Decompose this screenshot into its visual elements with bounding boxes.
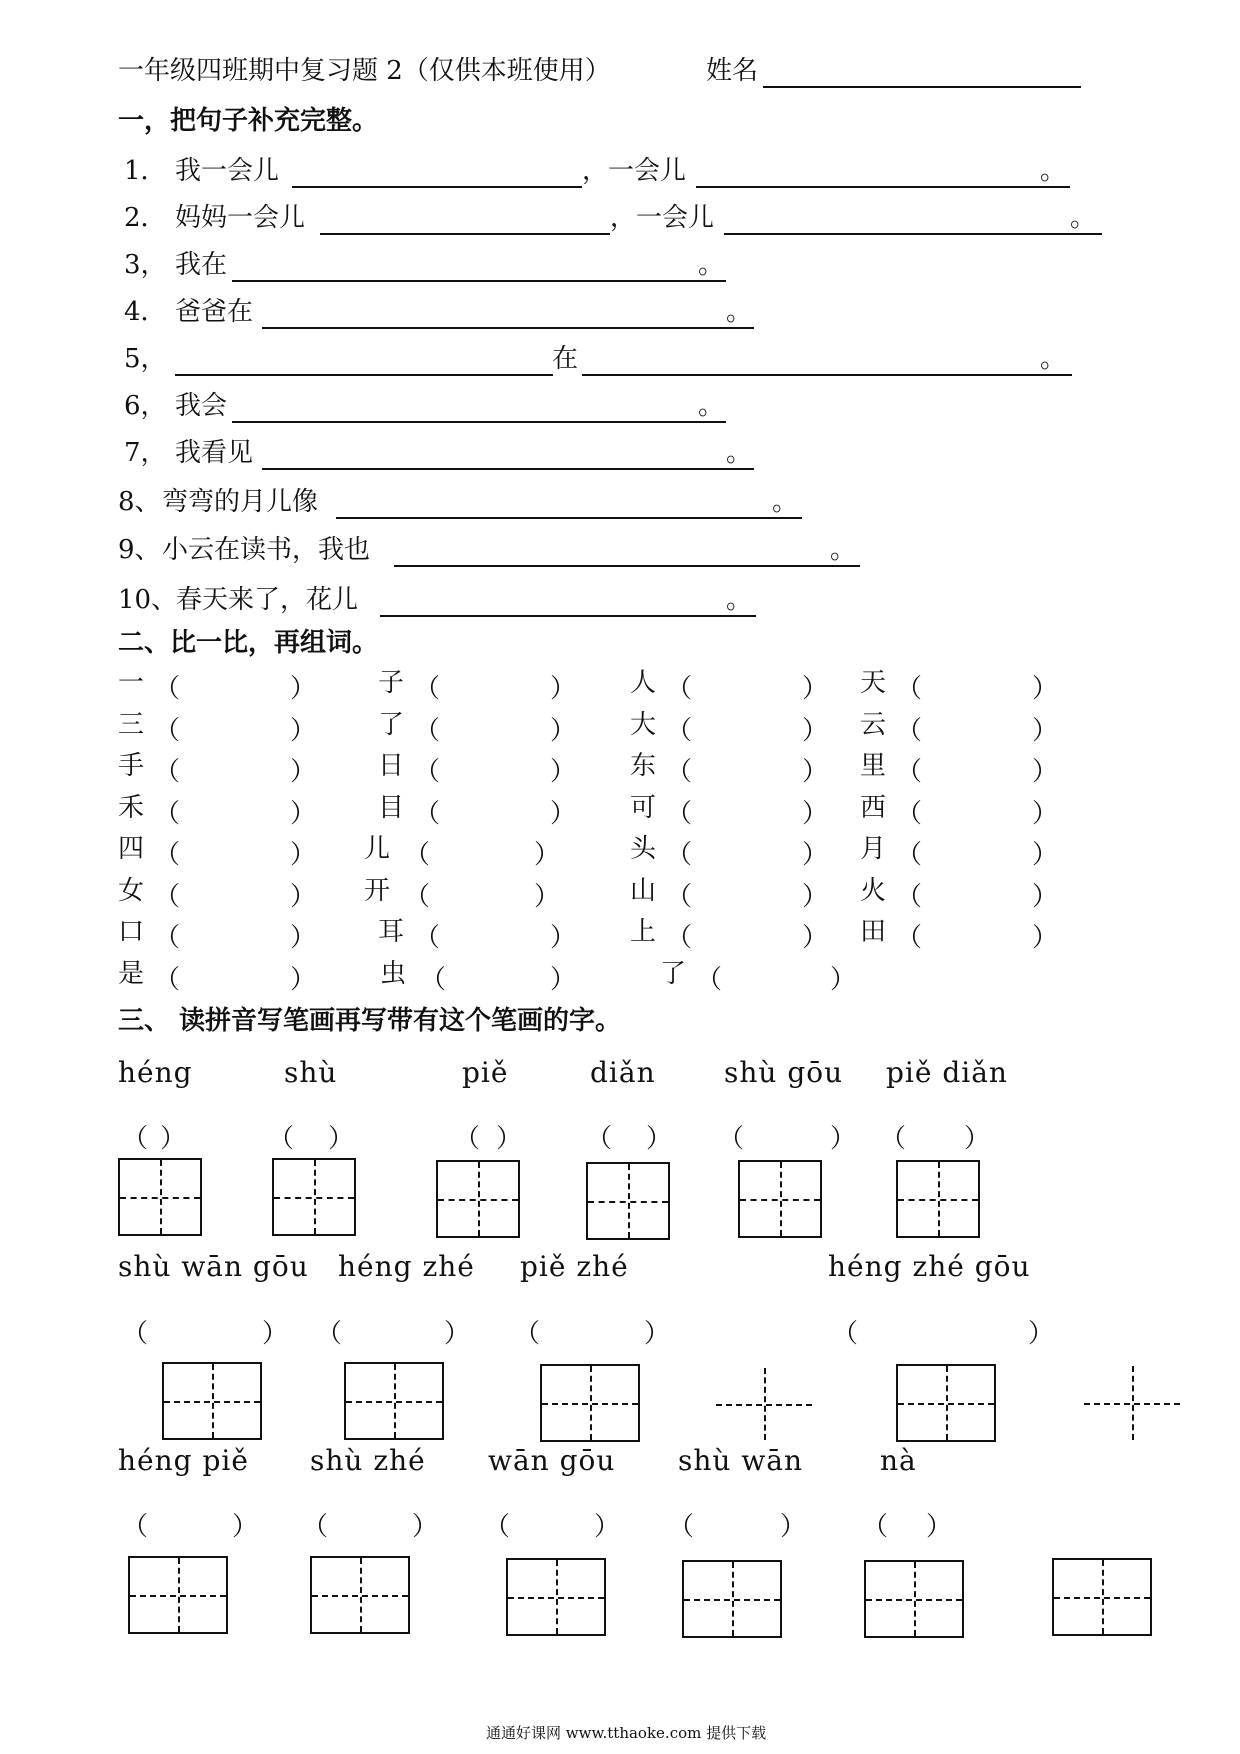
word-answer-slot[interactable] [184, 793, 290, 823]
pinyin-label: piě zhé [520, 1250, 629, 1283]
word-answer-slot[interactable] [444, 917, 550, 947]
word-answer-slot[interactable] [184, 876, 290, 906]
paren-open: （ [154, 965, 181, 995]
paren-close: ） [444, 1319, 471, 1349]
s1-item-num: 5， [124, 344, 167, 374]
word-answer-slot[interactable] [184, 959, 290, 989]
answer-blank[interactable] [394, 541, 860, 567]
s1-item-end: 。 [830, 535, 857, 565]
paren-close: ） [328, 1124, 355, 1154]
compare-char: 上 [630, 917, 657, 947]
writing-guide-cross[interactable] [716, 1368, 812, 1440]
word-answer-slot[interactable] [696, 876, 802, 906]
paren-close: ） [1032, 674, 1059, 704]
answer-blank[interactable] [262, 444, 754, 470]
compare-char: 大 [630, 710, 657, 740]
paren-open: （ [316, 1319, 343, 1349]
s1-item-text: 我一会儿 [175, 156, 280, 186]
paren-open: （ [668, 1512, 695, 1542]
paren-close: ） [534, 840, 561, 870]
paren-open: （ [832, 1319, 859, 1349]
paren-close: ） [802, 799, 829, 829]
compare-char: 一 [118, 668, 145, 698]
paren-close: ） [496, 1124, 523, 1154]
pinyin-label: wān gōu [488, 1444, 616, 1477]
word-answer-slot[interactable] [444, 668, 550, 698]
word-answer-slot[interactable] [696, 834, 802, 864]
s1-item-end: 。 [726, 585, 753, 615]
section1-title: 一，把句子补充完整。 [118, 106, 379, 136]
paren-open: （ [154, 840, 181, 870]
paren-close: ） [830, 1124, 857, 1154]
word-answer-slot[interactable] [696, 710, 802, 740]
s1-item-end: 。 [772, 487, 799, 517]
writing-grid[interactable] [344, 1362, 444, 1440]
paren-open: （ [896, 923, 923, 953]
paren-open: （ [666, 799, 693, 829]
answer-blank[interactable] [175, 350, 553, 376]
paren-open: （ [404, 840, 431, 870]
paren-open: （ [718, 1124, 745, 1154]
paren-close: ） [830, 965, 857, 995]
pinyin-label: héng [118, 1056, 193, 1089]
writing-grid[interactable] [738, 1160, 822, 1238]
paren-open: （ [896, 882, 923, 912]
paren-open: （ [666, 923, 693, 953]
paren-close: ） [262, 1319, 289, 1349]
paren-close: ） [1032, 799, 1059, 829]
compare-char: 儿 [364, 834, 391, 864]
compare-char: 里 [860, 751, 887, 781]
paren-open: （ [666, 882, 693, 912]
s1-item-num: 8、 [118, 487, 161, 517]
paren-open: （ [862, 1512, 889, 1542]
paren-open: （ [154, 882, 181, 912]
pinyin-label: shù wān gōu [118, 1250, 309, 1283]
paren-close: ） [802, 757, 829, 787]
compare-char: 口 [118, 917, 145, 947]
word-answer-slot[interactable] [926, 710, 1032, 740]
paren-open: （ [122, 1124, 149, 1154]
s1-item-text: ，一会儿 [610, 203, 715, 233]
pinyin-label: nà [880, 1444, 917, 1477]
paren-close: ） [550, 799, 577, 829]
paren-open: （ [414, 757, 441, 787]
pinyin-label: shù [284, 1056, 338, 1089]
word-answer-slot[interactable] [926, 917, 1032, 947]
paren-close: ） [802, 674, 829, 704]
s1-item-end: 。 [1040, 156, 1067, 186]
paren-open: （ [122, 1319, 149, 1349]
paren-open: （ [896, 799, 923, 829]
paren-open: （ [586, 1124, 613, 1154]
section3-title: 三、 读拼音写笔画再写带有这个笔画的字。 [118, 1006, 622, 1036]
s1-item-num: 7， [124, 438, 167, 468]
paren-open: （ [404, 882, 431, 912]
compare-char: 火 [860, 876, 887, 906]
paren-close: ） [1032, 882, 1059, 912]
paren-close: ） [1032, 757, 1059, 787]
s1-item-num: 4． [124, 297, 167, 327]
paren-open: （ [154, 757, 181, 787]
writing-grid[interactable] [864, 1560, 964, 1638]
writing-grid[interactable] [1052, 1558, 1152, 1636]
s1-item-text: 我在 [175, 250, 228, 280]
s1-item-text: 在 [552, 344, 579, 374]
answer-blank[interactable] [292, 162, 582, 188]
paren-close: ） [550, 965, 577, 995]
pinyin-label: shù gōu [724, 1056, 844, 1089]
pinyin-label: shù wān [678, 1444, 804, 1477]
name-label: 姓名 [706, 56, 759, 86]
paren-open: （ [268, 1124, 295, 1154]
pinyin-label: héng piě [118, 1444, 249, 1477]
paren-close: ） [290, 757, 317, 787]
compare-char: 目 [378, 793, 405, 823]
word-answer-slot[interactable] [444, 793, 550, 823]
paren-close: ） [534, 882, 561, 912]
writing-grid[interactable] [896, 1160, 980, 1238]
compare-char: 山 [630, 876, 657, 906]
writing-grid[interactable] [540, 1364, 640, 1442]
answer-blank[interactable] [380, 591, 756, 617]
pinyin-label: shù zhé [310, 1444, 426, 1477]
paren-open: （ [420, 965, 447, 995]
pinyin-label: héng zhé gōu [828, 1250, 1031, 1283]
compare-char: 虫 [380, 959, 407, 989]
pinyin-label: diǎn [590, 1056, 656, 1089]
answer-blank[interactable] [232, 256, 726, 282]
paren-close: ） [1028, 1319, 1055, 1349]
writing-grid[interactable] [506, 1558, 606, 1636]
word-answer-slot[interactable] [184, 751, 290, 781]
s1-item-end: 。 [1040, 344, 1067, 374]
word-answer-slot[interactable] [696, 917, 802, 947]
writing-grid[interactable] [162, 1362, 262, 1440]
page-title: 一年级四班期中复习题 2（仅供本班使用） [118, 56, 611, 86]
paren-close: ） [646, 1124, 673, 1154]
word-answer-slot[interactable] [184, 834, 290, 864]
answer-blank[interactable] [582, 350, 1072, 376]
paren-open: （ [696, 965, 723, 995]
s1-item-text: 小云在读书，我也 [162, 535, 371, 565]
s1-item-num: 10、 [118, 585, 178, 615]
paren-close: ） [412, 1512, 439, 1542]
compare-char: 三 [118, 710, 145, 740]
compare-char: 是 [118, 959, 145, 989]
s1-item-end: 。 [1070, 203, 1097, 233]
paren-close: ） [290, 882, 317, 912]
compare-char: 东 [630, 751, 657, 781]
answer-blank[interactable] [724, 209, 1102, 235]
compare-char: 四 [118, 834, 145, 864]
paren-open: （ [484, 1512, 511, 1542]
paren-open: （ [880, 1124, 907, 1154]
paren-close: ） [550, 757, 577, 787]
writing-grid[interactable] [272, 1158, 356, 1236]
paren-open: （ [896, 674, 923, 704]
compare-char: 人 [630, 668, 657, 698]
s1-item-text: 弯弯的月儿像 [162, 487, 319, 517]
paren-close: ） [290, 716, 317, 746]
section2-title: 二、比一比，再组词。 [118, 628, 379, 658]
paren-open: （ [414, 923, 441, 953]
word-answer-slot[interactable] [926, 793, 1032, 823]
paren-close: ） [926, 1512, 953, 1542]
paren-close: ） [290, 674, 317, 704]
paren-close: ） [290, 923, 317, 953]
writing-grid[interactable] [586, 1162, 670, 1240]
writing-grid[interactable] [896, 1364, 996, 1442]
s1-item-num: 2． [124, 203, 167, 233]
word-answer-slot[interactable] [926, 876, 1032, 906]
s1-item-end: 。 [726, 297, 753, 327]
compare-char: 日 [378, 751, 405, 781]
paren-close: ） [290, 799, 317, 829]
s1-item-end: 。 [698, 250, 725, 280]
word-answer-slot[interactable] [726, 959, 830, 989]
word-answer-slot[interactable] [434, 834, 534, 864]
word-answer-slot[interactable] [450, 959, 550, 989]
answer-blank[interactable] [232, 397, 726, 423]
writing-grid[interactable] [436, 1160, 520, 1238]
compare-char: 子 [378, 668, 405, 698]
compare-char: 禾 [118, 793, 145, 823]
paren-close: ） [964, 1124, 991, 1154]
compare-char: 开 [364, 876, 391, 906]
paren-close: ） [780, 1512, 807, 1542]
paren-open: （ [896, 757, 923, 787]
compare-char: 云 [860, 710, 887, 740]
word-answer-slot[interactable] [926, 751, 1032, 781]
word-answer-slot[interactable] [926, 668, 1032, 698]
s1-item-text: 我看见 [175, 438, 254, 468]
word-answer-slot[interactable] [184, 917, 290, 947]
s1-item-num: 9、 [118, 535, 161, 565]
paren-close: ） [802, 882, 829, 912]
compare-char: 可 [630, 793, 657, 823]
compare-char: 西 [860, 793, 887, 823]
paren-open: （ [154, 716, 181, 746]
pinyin-label: piě [462, 1056, 509, 1089]
writing-grid[interactable] [310, 1556, 410, 1634]
paren-close: ） [290, 840, 317, 870]
s1-item-num: 6， [124, 391, 167, 421]
paren-open: （ [414, 674, 441, 704]
compare-char: 女 [118, 876, 145, 906]
word-answer-slot[interactable] [444, 710, 550, 740]
paren-open: （ [666, 840, 693, 870]
paren-open: （ [896, 840, 923, 870]
footer-text: 通通好课网 www.tthaoke.com 提供下载 [486, 1724, 767, 1742]
answer-blank[interactable] [262, 303, 754, 329]
paren-open: （ [666, 674, 693, 704]
paren-close: ） [160, 1124, 187, 1154]
paren-close: ） [550, 716, 577, 746]
paren-open: （ [414, 799, 441, 829]
paren-open: （ [454, 1124, 481, 1154]
word-answer-slot[interactable] [434, 876, 534, 906]
paren-close: ） [644, 1319, 671, 1349]
paren-open: （ [514, 1319, 541, 1349]
writing-grid[interactable] [682, 1560, 782, 1638]
paren-close: ） [802, 923, 829, 953]
s1-item-num: 3， [124, 250, 167, 280]
compare-char: 了 [378, 710, 405, 740]
pinyin-label: piě diǎn [886, 1056, 1008, 1089]
compare-char: 月 [860, 834, 887, 864]
paren-close: ） [550, 674, 577, 704]
paren-close: ） [232, 1512, 259, 1542]
paren-open: （ [154, 674, 181, 704]
compare-char: 了 [660, 959, 687, 989]
name-field[interactable] [763, 62, 1081, 88]
s1-item-text: 春天来了，花儿 [176, 585, 359, 615]
answer-blank[interactable] [336, 493, 802, 519]
s1-item-text: 我会 [175, 391, 228, 421]
paren-open: （ [154, 923, 181, 953]
word-answer-slot[interactable] [696, 751, 802, 781]
paren-open: （ [154, 799, 181, 829]
paren-close: ） [550, 923, 577, 953]
word-answer-slot[interactable] [184, 710, 290, 740]
paren-close: ） [594, 1512, 621, 1542]
paren-close: ） [802, 716, 829, 746]
paren-open: （ [414, 716, 441, 746]
paren-close: ） [1032, 716, 1059, 746]
answer-blank[interactable] [696, 162, 1070, 188]
s1-item-end: 。 [698, 391, 725, 421]
compare-char: 头 [630, 834, 657, 864]
paren-open: （ [896, 716, 923, 746]
word-answer-slot[interactable] [696, 668, 802, 698]
s1-item-text: 爸爸在 [175, 297, 254, 327]
word-answer-slot[interactable] [444, 751, 550, 781]
word-answer-slot[interactable] [184, 668, 290, 698]
compare-char: 天 [860, 668, 887, 698]
compare-char: 手 [118, 751, 145, 781]
s1-item-text: ，一会儿 [582, 156, 687, 186]
paren-close: ） [1032, 923, 1059, 953]
paren-close: ） [802, 840, 829, 870]
compare-char: 田 [860, 917, 887, 947]
paren-close: ） [290, 965, 317, 995]
writing-grid[interactable] [118, 1158, 202, 1236]
writing-guide-cross[interactable] [1084, 1366, 1180, 1440]
s1-item-end: 。 [726, 438, 753, 468]
answer-blank[interactable] [320, 209, 610, 235]
compare-char: 耳 [378, 917, 405, 947]
pinyin-label: héng zhé [338, 1250, 475, 1283]
paren-open: （ [302, 1512, 329, 1542]
paren-open: （ [666, 757, 693, 787]
writing-grid[interactable] [128, 1556, 228, 1634]
s1-item-num: 1． [124, 156, 167, 186]
paren-open: （ [666, 716, 693, 746]
s1-item-text: 妈妈一会儿 [175, 203, 306, 233]
paren-open: （ [122, 1512, 149, 1542]
word-answer-slot[interactable] [926, 834, 1032, 864]
paren-close: ） [1032, 840, 1059, 870]
word-answer-slot[interactable] [696, 793, 802, 823]
